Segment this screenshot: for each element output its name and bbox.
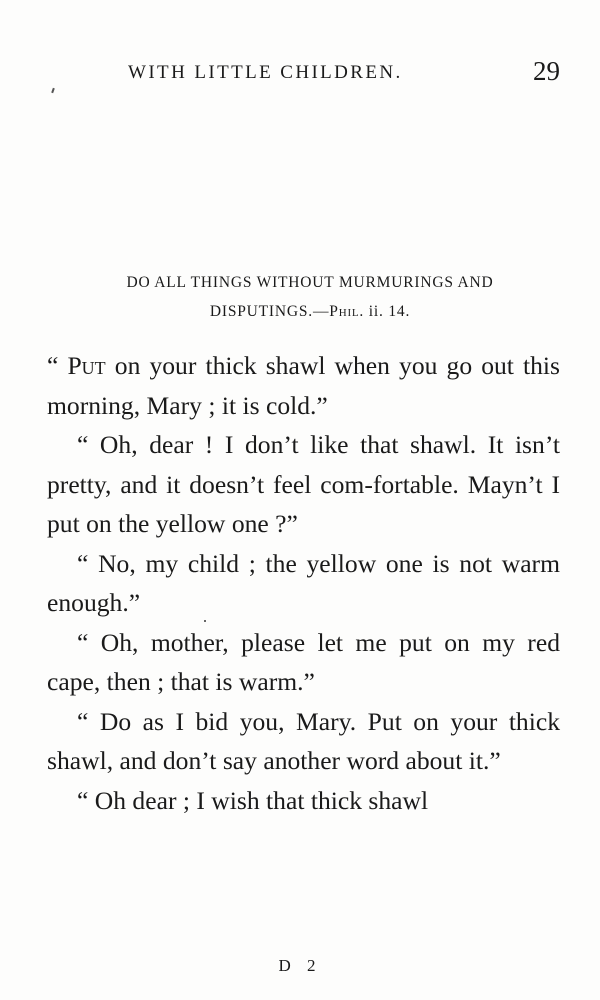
heading-line-1: DO ALL THINGS WITHOUT MURMURINGS AND (126, 274, 494, 291)
paragraph: “ Oh, dear ! I don’t like that shawl. It isn’t pretty, and it doesn’t feel com-fortable. Mayn’t I put on the yellow one ?” (47, 430, 560, 538)
paragraph: “ Put on your thick shawl when you go out this morning, Mary ; it is cold.” (47, 351, 560, 420)
paragraph: “ Oh, mother, please let me put on my red cape, then ; that is warm.” (47, 627, 560, 696)
scripture-reference-book: Phil. (329, 303, 365, 320)
scripture-reference-verse: ii. 14. (364, 303, 411, 320)
paragraph: “ No, my child ; the yellow one is not warm enough.” (47, 548, 560, 617)
running-head (128, 56, 560, 92)
page-number: 29 (533, 56, 560, 86)
heading-line-2-main: DISPUTINGS.— (209, 303, 330, 320)
opening-word: Put (67, 351, 106, 380)
signature-mark: D 2 (278, 956, 322, 975)
running-title: WITH LITTLE CHILDREN. (128, 62, 403, 83)
print-speck (51, 88, 55, 93)
paragraph: “ Oh dear ; I wish that thick shawl (77, 785, 429, 815)
paragraph: “ Do as I bid you, Mary. Put on your thick shawl, and don’t say another word about it.” (47, 706, 560, 775)
section-heading (40, 268, 580, 326)
body-text (47, 346, 560, 820)
heading-line-2 (40, 297, 580, 326)
